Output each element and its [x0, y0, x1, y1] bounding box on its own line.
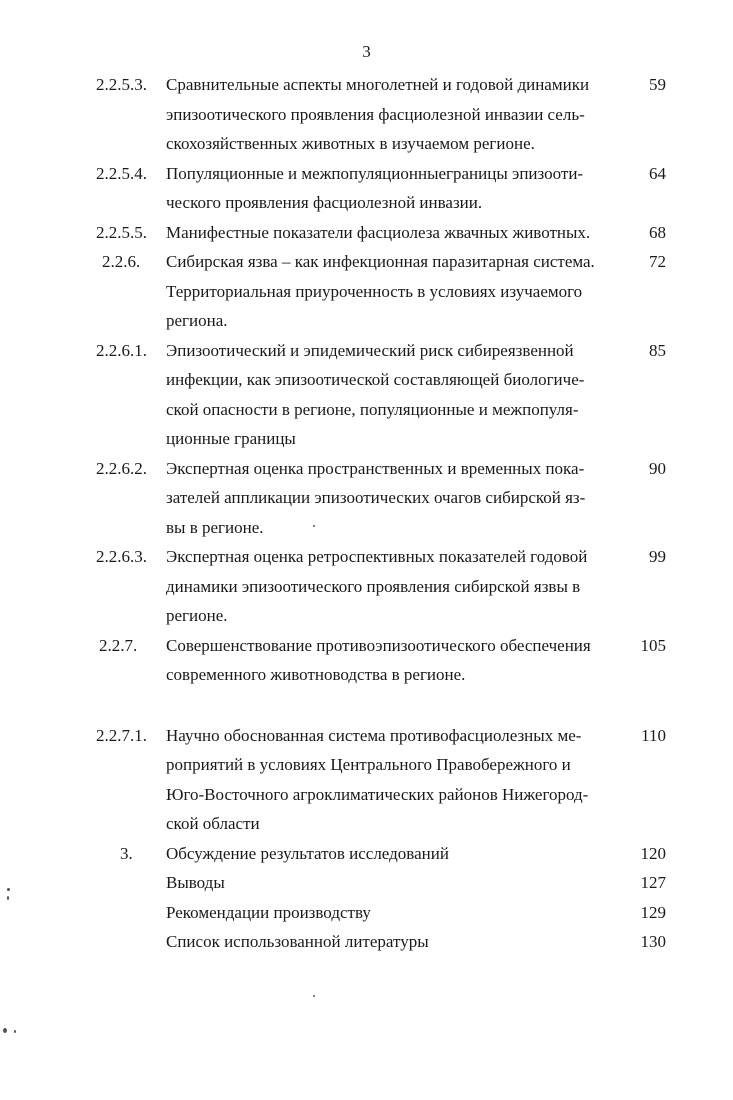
section-title: Экспертная оценка пространственных и временных пока- зателей аппликации эпизоотических очагов сибирской яз- вы в регионе. — [166, 458, 586, 537]
section-title: Экспертная оценка ретроспективных показателей годовой динамики эпизоотического проявления сибирской язвы в регионе. — [166, 547, 588, 625]
page-ref: 68 — [649, 222, 666, 242]
section-title: Эпизоотический и эпидемический риск сибиреязвенной инфекции, как эпизоотической составляющей биологиче- ской опасности в регионе, популяционные и межпопуля- ционные границы — [166, 340, 585, 448]
section-title: Совершенствование противоэпизоотического обеспечения современного животноводства в регионе. — [166, 635, 591, 684]
page-ref: 130 — [640, 932, 666, 951]
section-number: 2.2.5.5. — [96, 222, 147, 242]
section-title: Сравнительные аспекты многолетней и годовой динамики эпизоотического проявления фасциолезной инвазии сель- скохозяйственных животных в изучаемом регионе. — [166, 75, 590, 153]
section-number: 2.2.6. — [102, 252, 141, 271]
page-ref: 72 — [649, 252, 666, 271]
section-title: Научно обоснованная система противофасциолезных ме- роприятий в условиях Центрального Правобережного и Юго-Восточного агроклиматических районов Нижегород- ской области — [166, 725, 589, 833]
toc-entry — [96, 898, 666, 928]
section-title: Популяционные и межпопуляционныеграницы эпизооти- ческого проявления фасциолезной инвазии. — [166, 163, 584, 212]
toc-entry — [96, 927, 666, 957]
page-number: 3 — [362, 42, 371, 61]
section-number: 2.2.6.1. — [96, 340, 147, 360]
toc-entry — [96, 336, 666, 454]
page-ref: 127 — [640, 873, 666, 892]
toc-entry — [96, 454, 666, 543]
table-of-contents — [96, 70, 666, 957]
page-ref: 90 — [649, 458, 666, 478]
toc-entry — [96, 868, 666, 898]
scan-speck — [313, 525, 315, 527]
toc-entry — [96, 247, 666, 336]
toc-entry — [96, 542, 666, 631]
toc-entry — [96, 721, 666, 839]
section-number: 2.2.7.1. — [96, 725, 147, 745]
toc-entry — [96, 631, 666, 690]
page-ref: 99 — [649, 547, 666, 566]
page-ref: 85 — [649, 340, 666, 360]
scan-speck — [14, 1030, 16, 1033]
section-title: Список использованной литературы — [166, 932, 429, 951]
section-number: 2.2.5.4. — [96, 163, 147, 183]
section-number — [96, 868, 166, 898]
scan-speck — [7, 896, 9, 900]
toc-entry — [96, 70, 666, 159]
page-ref: 120 — [640, 843, 666, 863]
page-ref: 64 — [649, 163, 666, 183]
scan-speck — [7, 888, 10, 891]
section-title: Сибирская язва – как инфекционная паразитарная система. Территориальная приуроченность в условиях изучаемого региона. — [166, 252, 595, 330]
page-ref: 105 — [640, 635, 666, 655]
section-number: 3. — [120, 843, 133, 863]
section-number: 2.2.7. — [99, 635, 138, 655]
page-ref: 129 — [640, 902, 666, 922]
section-number — [96, 927, 166, 957]
section-number: 2.2.6.3. — [96, 547, 147, 566]
toc-entry — [96, 839, 666, 869]
section-title: Выводы — [166, 873, 225, 892]
toc-entry — [96, 218, 666, 248]
toc-entry — [96, 159, 666, 218]
section-title: Манифестные показатели фасциолеза жвачных животных. — [166, 222, 591, 242]
section-number — [96, 898, 166, 928]
page-ref: 59 — [649, 75, 666, 94]
section-title: Обсуждение результатов исследований — [166, 843, 449, 863]
section-number: 2.2.5.3. — [96, 75, 147, 94]
section-number: 2.2.6.2. — [96, 458, 147, 478]
page-ref: 110 — [641, 725, 666, 745]
section-title: Рекомендации производству — [166, 902, 371, 922]
scan-speck — [3, 1028, 7, 1033]
scan-speck — [313, 995, 315, 997]
